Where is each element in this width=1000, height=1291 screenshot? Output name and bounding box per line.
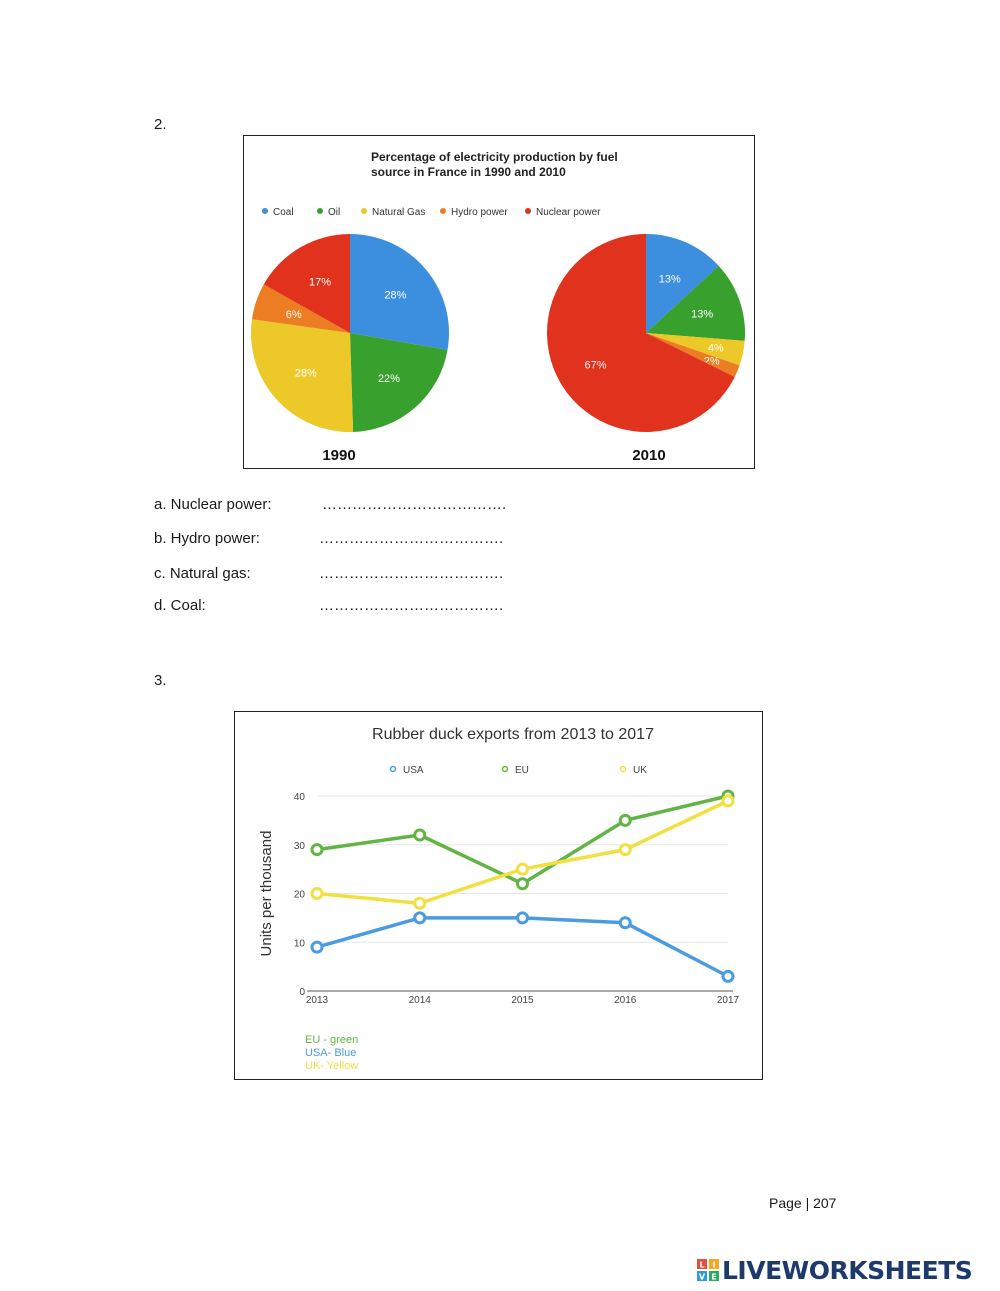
pie-year-label: 1990: [322, 447, 356, 464]
x-tick-label: 2017: [716, 995, 740, 1006]
y-axis-label: Units per thousand: [258, 830, 275, 957]
answer-label: a. Nuclear power:: [154, 496, 272, 513]
series-line: [317, 918, 728, 977]
data-point: [620, 845, 630, 855]
slice-label: 28%: [384, 289, 407, 302]
data-point: [415, 830, 425, 840]
pie-chart: [244, 136, 754, 468]
y-tick-label: 20: [293, 889, 305, 901]
legend-marker: [621, 767, 626, 772]
page-number: Page | 207: [769, 1195, 837, 1211]
answer-label: c. Natural gas:: [154, 565, 251, 582]
liveworksheets-logo: [697, 1255, 972, 1285]
y-tick-label: 10: [293, 938, 305, 950]
chart-title: Rubber duck exports from 2013 to 2017: [372, 726, 654, 743]
data-point: [312, 889, 322, 899]
data-point: [723, 796, 733, 806]
legend-label: Coal: [273, 207, 294, 218]
data-point: [723, 971, 733, 981]
x-tick-label: 2013: [305, 995, 329, 1006]
y-tick-label: 40: [293, 792, 305, 803]
logo-letter: V: [698, 1272, 706, 1281]
x-tick-label: 2015: [511, 995, 534, 1006]
legend-label: Natural Gas: [372, 207, 426, 218]
data-point: [415, 913, 425, 923]
brand-name: LIVEWORKSHEETS: [722, 1255, 973, 1285]
legend-marker: [525, 208, 531, 214]
line-chart-frame: [234, 711, 763, 1080]
annotation: USA- Blue: [305, 1047, 357, 1059]
answer-blank[interactable]: ……………………………….: [319, 597, 504, 614]
slice-label: 67%: [584, 359, 607, 372]
pie-year-label: 2010: [632, 447, 666, 464]
legend-label: EU: [515, 765, 529, 776]
slice-label: 13%: [691, 308, 714, 321]
data-point: [620, 918, 630, 928]
data-point: [518, 913, 528, 923]
data-point: [312, 845, 322, 855]
slice-label: 4%: [707, 342, 724, 355]
chart-title-line: source in France in 1990 and 2010: [371, 165, 566, 179]
pie-chart-frame: [243, 135, 755, 469]
legend-label: UK: [633, 765, 647, 776]
legend-marker: [361, 208, 367, 214]
answer-label: b. Hydro power:: [154, 530, 260, 547]
logo-letter: E: [711, 1272, 717, 1281]
legend-label: Hydro power: [451, 207, 508, 218]
logo-letter: L: [699, 1260, 705, 1270]
legend-marker: [503, 767, 508, 772]
answer-blank[interactable]: ……………………………….: [322, 496, 507, 513]
slice-label: 28%: [294, 367, 317, 380]
question-2-number: 2.: [154, 116, 167, 133]
legend-label: Nuclear power: [536, 207, 601, 218]
legend-marker: [317, 208, 323, 214]
slice-label: 22%: [377, 372, 400, 385]
x-tick-label: 2016: [614, 995, 637, 1006]
data-point: [518, 864, 528, 874]
brand-logo-icon: [697, 1259, 719, 1281]
line-chart: [235, 712, 762, 1079]
slice-label: 13%: [658, 273, 681, 286]
x-tick-label: 2014: [408, 995, 431, 1006]
legend-marker: [262, 208, 268, 214]
y-tick-label: 0: [299, 987, 305, 998]
legend-label: USA: [403, 765, 424, 776]
legend-label: Oil: [328, 207, 341, 218]
annotation: EU - green: [305, 1034, 359, 1046]
question-3-number: 3.: [154, 672, 167, 689]
data-point: [620, 815, 630, 825]
legend-marker: [440, 208, 446, 214]
slice-label: 2%: [703, 355, 720, 368]
data-point: [518, 879, 528, 889]
slice-label: 6%: [285, 308, 302, 321]
answer-blank[interactable]: ……………………………….: [319, 565, 504, 582]
chart-title-line: Percentage of electricity production by fuel: [371, 150, 618, 164]
answer-label: d. Coal:: [154, 597, 206, 614]
slice-label: 17%: [309, 276, 332, 289]
logo-letter: I: [712, 1260, 716, 1270]
data-point: [415, 898, 425, 908]
data-point: [312, 942, 322, 952]
annotation: UK- Yellow: [305, 1060, 359, 1072]
legend-marker: [391, 767, 396, 772]
answer-blank[interactable]: ……………………………….: [319, 530, 504, 547]
y-tick-label: 30: [293, 840, 305, 852]
